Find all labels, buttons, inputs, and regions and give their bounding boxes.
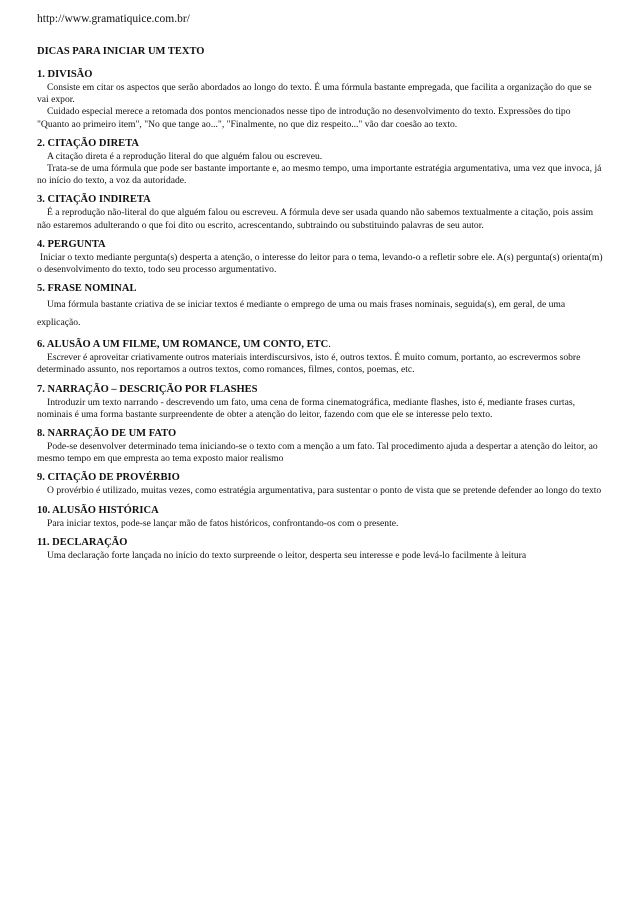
section-paragraph: Trata-se de uma fórmula que pode ser bastante importante e, ao mesmo tempo, uma importante estratégia argumentativa, uma vez que invoca, já no início do texto, a voz da autoridade.	[37, 163, 602, 187]
section-heading-text: 6. ALUSÃO A UM FILME, UM ROMANCE, UM CONTO, ETC	[37, 339, 329, 351]
section-paragraph: Uma fórmula bastante criativa de se iniciar textos é mediante o emprego de uma ou mais frases nominais, seguida(s), em geral, de uma explicação.	[37, 299, 566, 329]
section-heading	[37, 339, 603, 351]
section-frase-nominal	[37, 283, 603, 332]
section-heading: 11. DECLARAÇÃO	[37, 536, 128, 548]
section-citacao-direta	[37, 138, 603, 188]
section-narracao-flashes	[37, 384, 603, 421]
section-heading-period: .	[328, 339, 331, 351]
section-paragraph: O provérbio é utilizado, muitas vezes, como estratégia argumentativa, para sustentar o ponto de vista que se pretende defender ao longo do texto	[47, 485, 602, 497]
section-paragraph: Escrever é aproveitar criativamente outros materiais interdiscursivos, isto é, outros textos. É muito comum, portanto, ao escrevermos sobre determinado assunto, nos reportamos a outros textos, como romances, filmes, contos, poemas, etc.	[37, 352, 581, 376]
section-paragraph: Uma declaração forte lançada no início do texto surpreende o leitor, desperta seu interesse e pode levá-lo facilmente à leitura	[47, 549, 527, 561]
section-citacao-indireta	[37, 194, 603, 231]
section-paragraph: É a reprodução não-literal do que alguém falou ou escreveu. A fórmula deve ser usada quando não sabemos textualmente a citação, pois assim não estaremos adulterando o que foi dito ou escrito, acrescentando, subtraindo ou substituindo palavras de seu autor.	[37, 207, 594, 231]
section-declaracao	[37, 537, 603, 562]
section-paragraph: Iniciar o texto mediante pergunta(s) desperta a atenção, o interesse do leitor para o tema, levando-o a refletir sobre ele. A(s) pergunta(s) orienta(m) o desenvolvimento do texto, todo seu processo argumentativo.	[37, 251, 603, 276]
section-heading: 1. DIVISÃO	[37, 69, 93, 80]
section-paragraph: Pode-se desenvolver determinado tema iniciando-se o texto com a menção a um fato. Tal procedimento ajuda a despertar a atenção do leitor, ao mesmo tempo em que empresta ao tema exposto maior realismo	[37, 441, 598, 465]
section-heading: 10. ALUSÃO HISTÓRICA	[37, 504, 159, 516]
section-heading: 9. CITAÇÃO DE PROVÉRBIO	[37, 472, 180, 484]
section-divisao	[37, 69, 603, 131]
section-citacao-proverbio	[37, 472, 603, 497]
section-paragraph: A citação direta é a reprodução literal do que alguém falou ou escreveu.	[47, 150, 323, 162]
document-page	[37, 12, 603, 569]
section-heading: 7. NARRAÇÃO – DESCRIÇÃO POR FLASHES	[37, 383, 258, 395]
section-alusao-historica	[37, 505, 603, 530]
section-heading: 3. CITAÇÃO INDIRETA	[37, 194, 151, 206]
section-paragraph: Consiste em citar os aspectos que serão abordados ao longo do texto. É uma fórmula bastante empregada, que facilita a organização do que se vai expor.	[37, 82, 592, 106]
section-heading: 2. CITAÇÃO DIRETA	[37, 137, 139, 149]
section-heading: 4. PERGUNTA	[37, 238, 106, 250]
section-narracao-fato	[37, 428, 603, 465]
section-paragraph: Para iniciar textos, pode-se lançar mão de fatos históricos, confrontando-os com o presente.	[47, 517, 399, 529]
section-paragraph: Cuidado especial merece a retomada dos pontos mencionados nesse tipo de introdução no desenvolvimento do texto. Expressões do tipo "Quanto ao primeiro item", "No que tange ao...", "Finalmente, no que diz respeito..." vão dar coesão ao texto.	[37, 106, 571, 130]
section-heading: 8. NARRAÇÃO DE UM FATO	[37, 428, 177, 440]
section-heading: 5. FRASE NOMINAL	[37, 283, 137, 295]
section-pergunta	[37, 239, 603, 276]
document-title: DICAS PARA INICIAR UM TEXTO	[37, 46, 205, 57]
source-url: http://www.gramatiquice.com.br/	[37, 13, 190, 25]
section-paragraph: Introduzir um texto narrando - descrevendo um fato, uma cena de forma cinematográfica, mediante flashes, isto é, mediante frases curtas, nominais é uma forma bastante surpreendente de obter a atenção do leitor, fazendo com que ele se interesse pelo texto.	[37, 396, 575, 420]
section-alusao-filme	[37, 339, 603, 376]
